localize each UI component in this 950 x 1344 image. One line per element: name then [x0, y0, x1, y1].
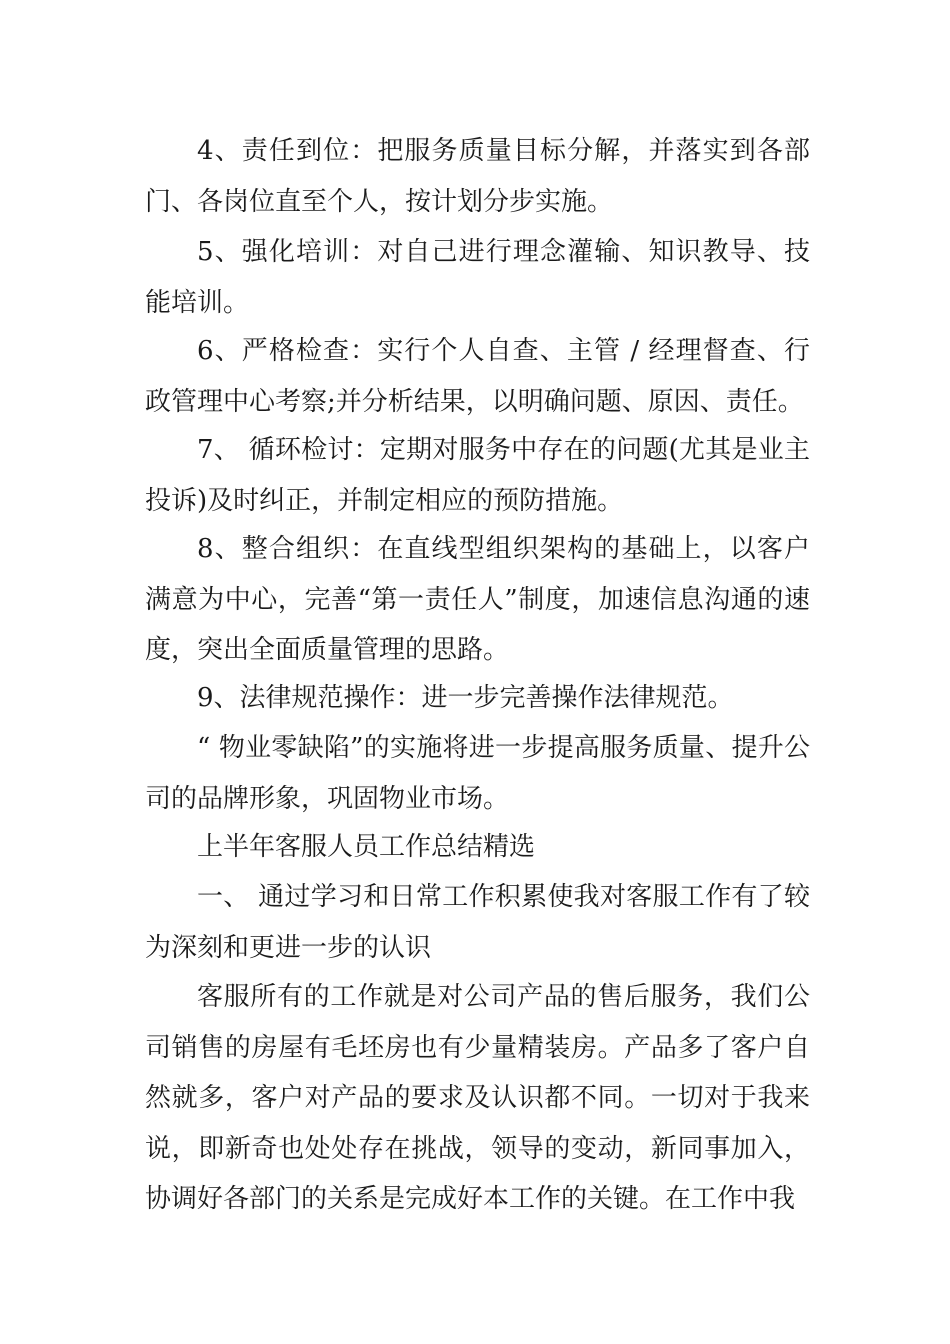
subsection-heading: 一、 通过学习和日常工作积累使我对客服工作有了较为深刻和更进一步的认识 [145, 882, 810, 963]
body-paragraph: 客服所有的工作就是对公司产品的售后服务，我们公司销售的房屋有毛坯房也有少量精装房。产品多了客户自然就多，客户对产品的要求及认识都不同。一切对于我来说，即新奇也处处存在挑战，领导的变动，新同事加入，协调好各部门的关系是完成好本工作的关键。在工作中我 [145, 982, 810, 1214]
paragraph-item-9: 9、法律规范操作：进一步完善操作法律规范。 [197, 683, 734, 713]
paragraph-conclusion: “ 物业零缺陷”的实施将进一步提高服务质量、提升公司的品牌形象，巩固物业市场。 [145, 733, 810, 814]
paragraph-item-5: 5、强化培训：对自己进行理念灌输、知识教导、技能培训。 [145, 237, 810, 318]
paragraph-item-6: 6、严格检查：实行个人自查、主管 / 经理督查、行政管理中心考察;并分析结果，以明确问题、原因、责任。 [145, 336, 810, 417]
paragraph-item-4: 4、责任到位：把服务质量目标分解，并落实到各部门、各岗位直至个人，按计划分步实施。 [145, 136, 810, 217]
section-heading: 上半年客服人员工作总结精选 [197, 832, 536, 862]
paragraph-item-7: 7、 循环检讨：定期对服务中存在的问题(尤其是业主投诉)及时纠正，并制定相应的预防措施。 [145, 435, 810, 516]
paragraph-item-8: 8、整合组织：在直线型组织架构的基础上，以客户满意为中心，完善“第一责任人”制度，加速信息沟通的速度，突出全面质量管理的思路。 [145, 534, 810, 665]
